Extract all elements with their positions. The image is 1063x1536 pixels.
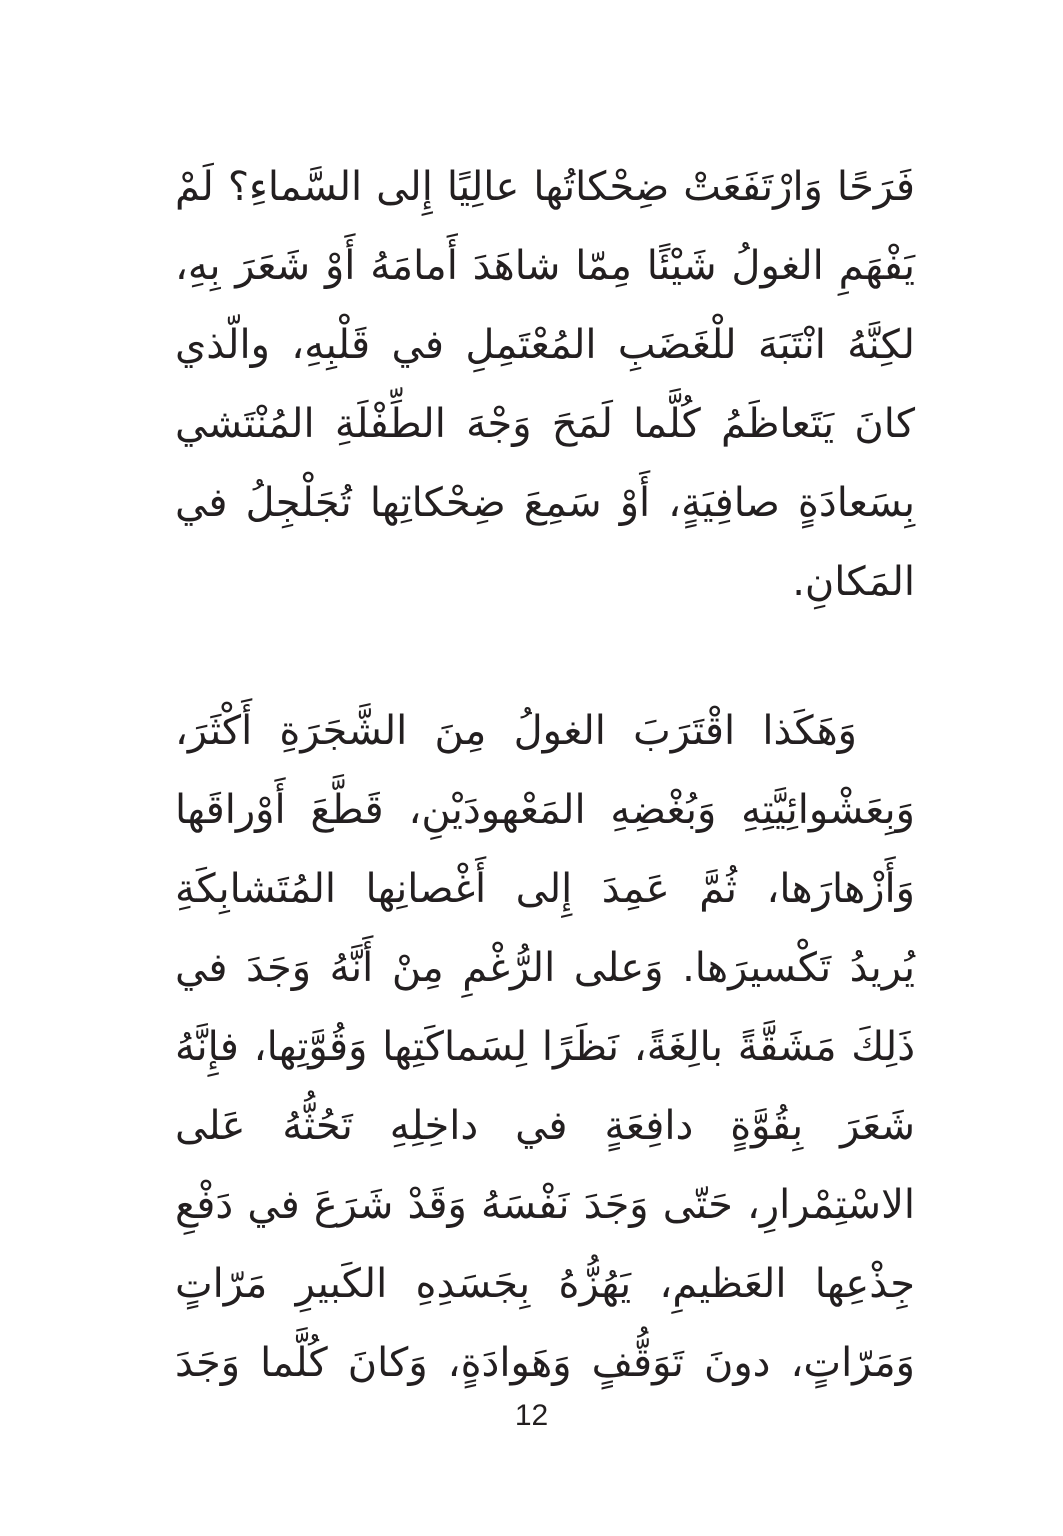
text-line: ذَلِكَ مَشَقَّةً بالِغَةً، نَظَرًا لِسَماكَتِها وَقُوَّتِها، فإِنَّهُ: [175, 1024, 915, 1070]
paragraph-1: [175, 148, 915, 622]
paragraph-2: [175, 692, 915, 1403]
text-line: وَمَرّاتٍ، دونَ تَوَقُّفٍ وَهَوادَةٍ، وَكانَ كُلَّما وَجَدَ: [175, 1340, 915, 1386]
text-line: وَبِعَشْوائِيَّتِهِ وَبُغْضِهِ المَعْهودَيْنِ، قَطَّعَ أَوْراقَها: [175, 787, 915, 833]
page-number: 12: [514, 1399, 549, 1432]
text-line: بِسَعادَةٍ صافِيَةٍ، أَوْ سَمِعَ ضِحْكاتِها تُجَلْجِلُ في: [175, 480, 915, 526]
text-line: وَأَزْهارَها، ثُمَّ عَمِدَ إِلى أَغْصانِها المُتَشابِكَةِ: [175, 866, 915, 912]
text-line: كانَ يَتَعاظَمُ كُلَّما لَمَحَ وَجْهَ الطِّفْلَةِ المُنْتَشي: [175, 401, 915, 447]
text-line: شَعَرَ بِقُوَّةٍ دافِعَةٍ في داخِلِهِ تَحُثُّهُ عَلى: [175, 1103, 915, 1149]
text-line: جِذْعِها العَظيمِ، يَهُزُّهُ بِجَسَدِهِ الكَبيرِ مَرّاتٍ: [175, 1261, 915, 1307]
text-line: يَفْهَمِ الغولُ شَيْئًا مِمّا شاهَدَ أَمامَهُ أَوْ شَعَرَ بِهِ،: [175, 243, 915, 289]
text-line: الاسْتِمْرارِ، حَتّى وَجَدَ نَفْسَهُ وَقَدْ شَرَعَ في دَفْعِ: [175, 1182, 915, 1228]
text-line: لكِنَّهُ انْتَبَهَ للْغَضَبِ المُعْتَمِلِ في قَلْبِهِ، والّذي: [175, 322, 915, 368]
text-line: وَهَكَذا اقْتَرَبَ الغولُ مِنَ الشَّجَرَةِ أَكْثَرَ،: [175, 708, 857, 754]
text-line: المَكانِ.: [792, 559, 915, 605]
text-line: فَرَحًا وَارْتَفَعَتْ ضِحْكاتُها عالِيًا إِلى السَّماءِ؟ لَمْ: [175, 164, 915, 210]
text-line: يُريدُ تَكْسيرَها. وَعلى الرُّغْمِ مِنْ أَنَّهُ وَجَدَ في: [175, 945, 915, 991]
